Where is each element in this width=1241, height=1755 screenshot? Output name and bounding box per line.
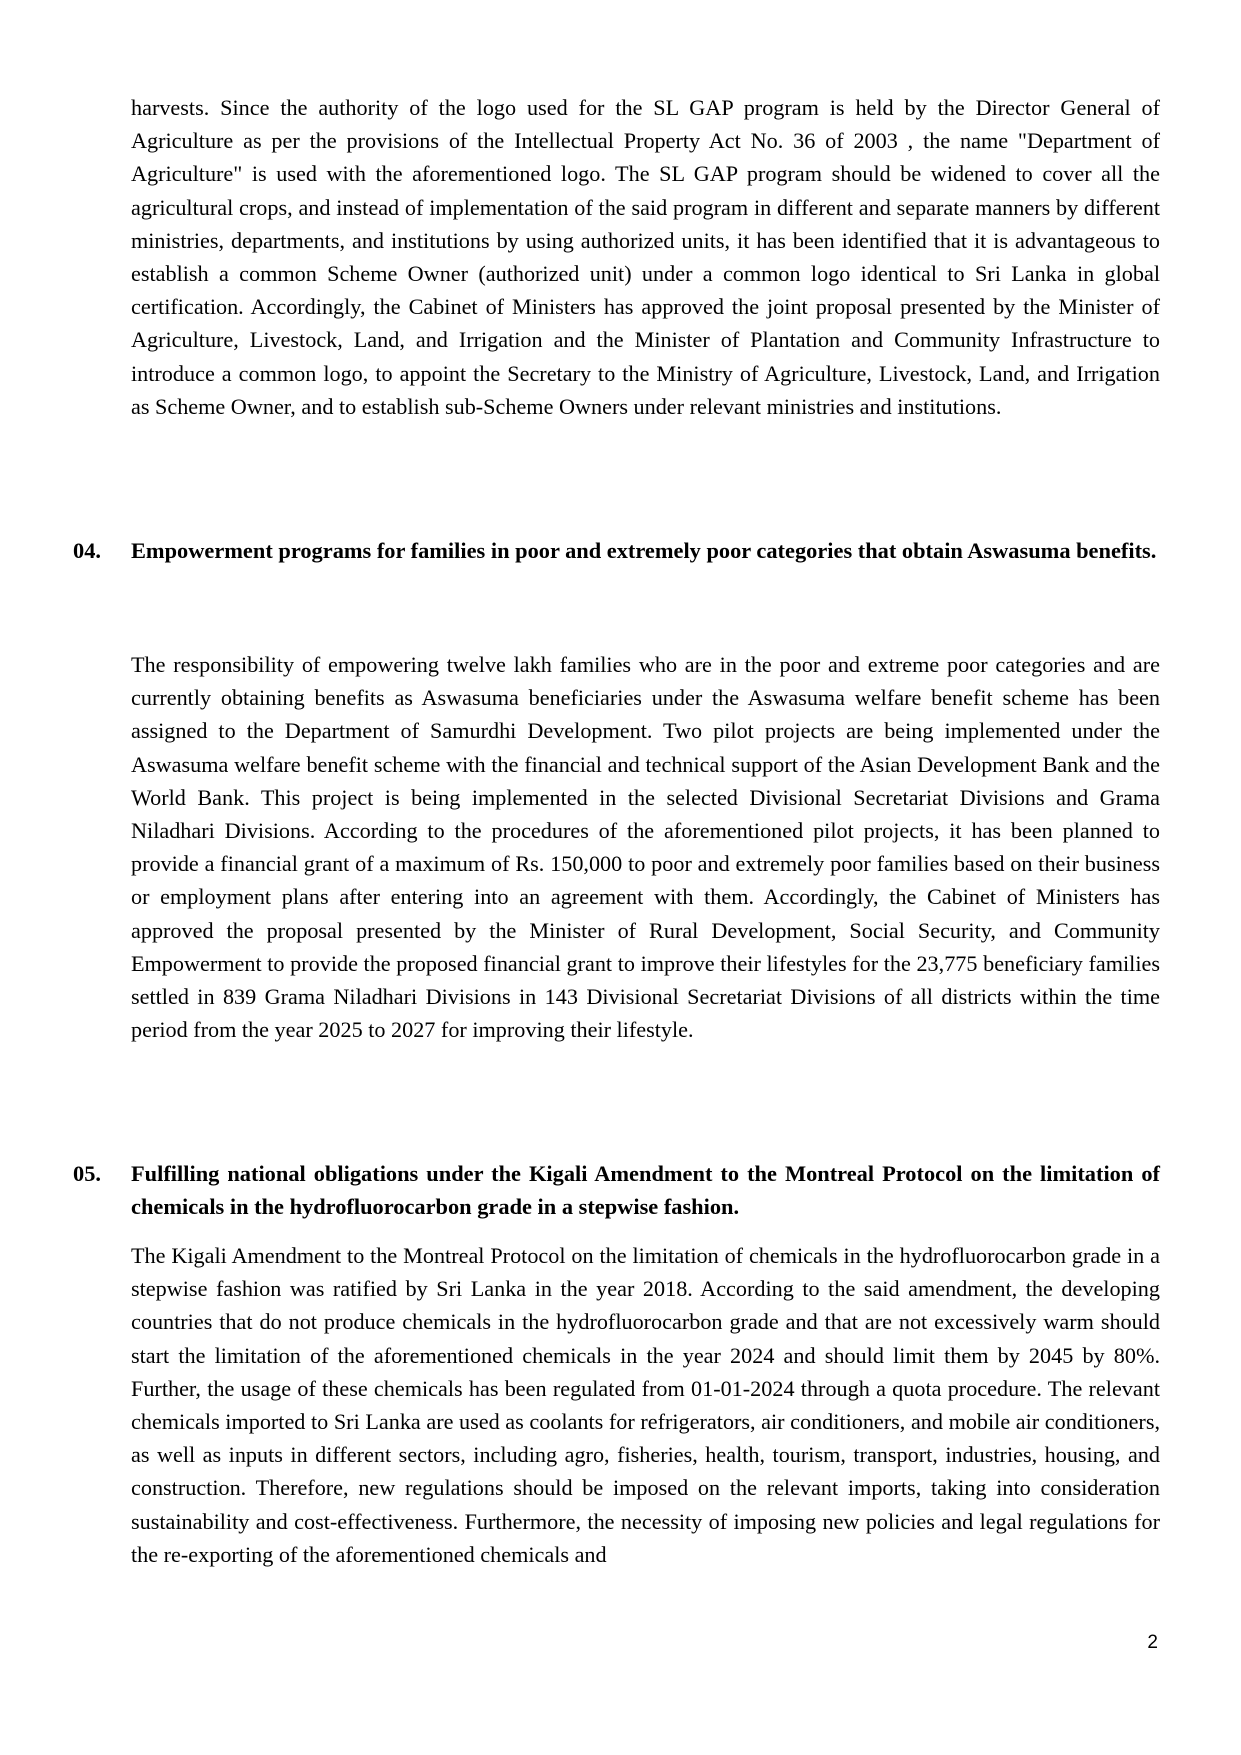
section-body-04: The responsibility of empowering twelve lakh families who are in the poor and extreme poor categories and are currently obtaining benefits as Aswasuma beneficiaries under the Aswasuma welfare benefit scheme has been assigned to the Department of Samurdhi Development. Two pilot projects are being implemented under the Aswasuma welfare benefit scheme with the financial and technical support of the Asian Development Bank and the World Bank. This project is being implemented in the selected Divisional Secretariat Divisions and Grama Niladhari Divisions. According to the procedures of the aforementioned pilot projects, it has been planned to provide a financial grant of a maximum of Rs. 150,000 to poor and extremely poor families based on their business or employment plans after entering into an agreement with them. Accordingly, the Cabinet of Ministers has approved the proposal presented by the Minister of Rural Development, Social Security, and Community Empowerment to provide the proposed financial grant to improve their lifestyles for the 23,775 beneficiary families settled in 839 Grama Niladhari Divisions in 143 Divisional Secretariat Divisions of all districts within the time period from the year 2025 to 2027 for improving their lifestyle. bbox=[131, 652, 1160, 1043]
section-number: 04. bbox=[73, 538, 101, 563]
section-title: Empowerment programs for families in poor and extremely poor categories that obtain Aswasuma benefits. bbox=[131, 538, 1157, 563]
section-title: Fulfilling national obligations under the Kigali Amendment to the Montreal Protocol on the limitation of chemicals in the hydrofluorocarbon grade in a stepwise fashion. bbox=[131, 1161, 1160, 1220]
section-number: 05. bbox=[73, 1161, 101, 1186]
page-number: 2 bbox=[1147, 1632, 1158, 1653]
section-body-05: The Kigali Amendment to the Montreal Protocol on the limitation of chemicals in the hydrofluorocarbon grade in a stepwise fashion was ratified by Sri Lanka in the year 2018. According to the said amendment, the developing countries that do not produce chemicals in the hydrofluorocarbon grade and that are not excessively warm should start the limitation of the aforementioned chemicals in the year 2024 and should limit them by 2045 by 80%. Further, the usage of these chemicals has been regulated from 01-01-2024 through a quota procedure. The relevant chemicals imported to Sri Lanka are used as coolants for refrigerators, air conditioners, and mobile air conditioners, as well as inputs in different sectors, including agro, fisheries, health, tourism, transport, industries, housing, and construction. Therefore, new regulations should be imposed on the relevant imports, taking into consideration sustainability and cost-effectiveness. Furthermore, the necessity of imposing new policies and legal regulations for the re-exporting of the aforementioned chemicals and bbox=[131, 1243, 1160, 1567]
intro-paragraph: harvests. Since the authority of the logo used for the SL GAP program is held by the Director General of Agriculture as per the provisions of the Intellectual Property Act No. 36 of 2003 , the name "Department of Agriculture" is used with the aforementioned logo. The SL GAP program should be widened to cover all the agricultural crops, and instead of implementation of the said program in different and separate manners by different ministries, departments, and institutions by using authorized units, it has been identified that it is advantageous to establish a common Scheme Owner (authorized unit) under a common logo identical to Sri Lanka in global certification. Accordingly, the Cabinet of Ministers has approved the joint proposal presented by the Minister of Agriculture, Livestock, Land, and Irrigation and the Minister of Plantation and Community Infrastructure to introduce a common logo, to appoint the Secretary to the Ministry of Agriculture, Livestock, Land, and Irrigation as Scheme Owner, and to establish sub-Scheme Owners under relevant ministries and institutions. bbox=[131, 95, 1160, 419]
section-heading-05 bbox=[73, 1157, 1160, 1223]
section-heading-04 bbox=[73, 534, 1160, 567]
